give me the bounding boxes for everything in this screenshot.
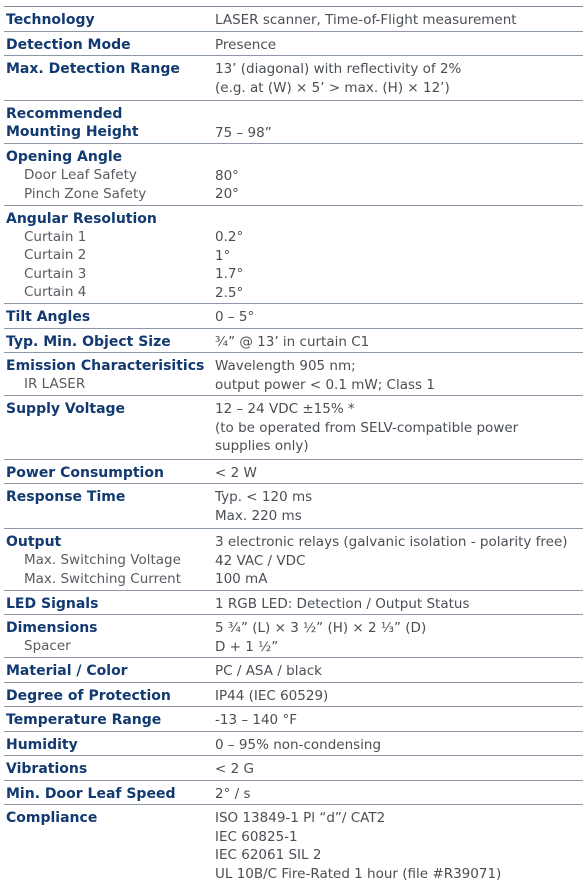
spec-sublabel: Max. Switching Current bbox=[24, 570, 181, 587]
spec-value bbox=[215, 148, 583, 167]
spec-label: Technology bbox=[6, 12, 95, 28]
spec-row-min-door-leaf-speed bbox=[4, 781, 583, 806]
spec-value: 75 – 98” bbox=[215, 124, 272, 141]
spec-value: 1 RGB LED: Detection / Output Status bbox=[215, 595, 470, 612]
spec-value: 1.7° bbox=[215, 266, 244, 282]
spec-value: Max. 220 ms bbox=[215, 507, 302, 524]
spec-row-mounting-height bbox=[4, 101, 583, 144]
spec-value: 3 electronic relays (galvanic isolation - polarity free) bbox=[215, 534, 568, 550]
spec-label: Opening Angle bbox=[6, 149, 123, 165]
spec-sublabel: Curtain 2 bbox=[24, 247, 87, 263]
spec-value: 12 – 24 VDC ±15% * bbox=[215, 401, 355, 417]
spec-sublabel: Pinch Zone Safety bbox=[24, 185, 147, 202]
spec-sublabel: IR LASER bbox=[24, 376, 86, 392]
spec-value: Typ. < 120 ms bbox=[215, 489, 313, 505]
spec-value: PC / ASA / black bbox=[215, 663, 322, 679]
spec-value: LASER scanner, Time-of-Flight measurement bbox=[215, 12, 517, 28]
spec-sublabel: Curtain 4 bbox=[24, 284, 87, 300]
spec-value: UL 10B/C Fire-Rated 1 hour (file #R39071) bbox=[215, 865, 502, 882]
spec-row-led-signals bbox=[4, 591, 583, 616]
spec-label: Degree of Protection bbox=[6, 687, 171, 704]
spec-label: Mounting Height bbox=[6, 124, 139, 140]
spec-row-vibrations bbox=[4, 756, 583, 781]
spec-label: Output bbox=[6, 534, 62, 550]
spec-label: Power Consumption bbox=[6, 464, 164, 481]
spec-label: Angular Resolution bbox=[6, 210, 157, 227]
spec-label: Min. Door Leaf Speed bbox=[6, 785, 176, 802]
spec-row-degree-of-protection bbox=[4, 683, 583, 708]
spec-value: 1° bbox=[215, 247, 231, 264]
spec-sublabel: Spacer bbox=[24, 638, 71, 654]
spec-value: 0 – 5° bbox=[215, 309, 255, 325]
spec-row-tilt-angles bbox=[4, 304, 583, 329]
spec-value: IEC 60825-1 bbox=[215, 828, 298, 845]
spec-value: ISO 13849-1 Pl “d”/ CAT2 bbox=[215, 810, 386, 826]
spec-value: 13’ (diagonal) with reflectivity of 2% bbox=[215, 61, 462, 77]
spec-row-min-object-size bbox=[4, 329, 583, 354]
spec-value: < 2 W bbox=[215, 464, 257, 481]
spec-value bbox=[215, 210, 583, 229]
spec-row-emission bbox=[4, 353, 583, 396]
spec-value: 20° bbox=[215, 186, 239, 202]
spec-label: Humidity bbox=[6, 736, 78, 753]
spec-sublabel: Door Leaf Safety bbox=[24, 167, 137, 183]
spec-label: LED Signals bbox=[6, 595, 99, 612]
spec-value bbox=[215, 105, 583, 124]
spec-row-dimensions bbox=[4, 615, 583, 658]
spec-label: Response Time bbox=[6, 489, 126, 505]
spec-value: IP44 (IEC 60529) bbox=[215, 687, 329, 704]
spec-sublabel: Max. Switching Voltage bbox=[24, 552, 181, 568]
spec-value: -13 – 140 °F bbox=[215, 712, 297, 728]
spec-value: Presence bbox=[215, 36, 277, 53]
spec-row-max-detection-range bbox=[4, 56, 583, 101]
spec-row-opening-angle bbox=[4, 144, 583, 206]
spec-sublabel: Curtain 3 bbox=[24, 265, 87, 282]
spec-row-humidity bbox=[4, 732, 583, 757]
spec-row-compliance bbox=[4, 805, 583, 884]
spec-table bbox=[4, 6, 583, 884]
spec-value: output power < 0.1 mW; Class 1 bbox=[215, 376, 435, 393]
spec-value: (to be operated from SELV-compatible power bbox=[215, 419, 519, 436]
spec-row-angular-resolution bbox=[4, 206, 583, 305]
spec-label: Material / Color bbox=[6, 663, 128, 679]
spec-label: Supply Voltage bbox=[6, 401, 126, 417]
spec-row-material-color bbox=[4, 658, 583, 683]
spec-value: supplies only) bbox=[215, 438, 309, 454]
spec-label: Tilt Angles bbox=[6, 309, 91, 325]
spec-value: < 2 G bbox=[215, 761, 254, 777]
spec-label: Vibrations bbox=[6, 761, 88, 777]
spec-row-detection-mode bbox=[4, 32, 583, 57]
spec-label: Detection Mode bbox=[6, 36, 131, 53]
spec-value: 2.5° bbox=[215, 284, 244, 301]
spec-row-output bbox=[4, 529, 583, 591]
spec-value: D + 1 ½” bbox=[215, 638, 279, 655]
spec-value: 5 ¾” (L) × 3 ½” (H) × 2 ⅓” (D) bbox=[215, 620, 427, 636]
spec-value: Wavelength 905 nm; bbox=[215, 358, 356, 374]
spec-label: Temperature Range bbox=[6, 712, 162, 728]
spec-value: IEC 62061 SIL 2 bbox=[215, 847, 322, 863]
spec-value: 0 – 95% non-condensing bbox=[215, 736, 382, 753]
spec-label: Typ. Min. Object Size bbox=[6, 333, 171, 350]
spec-row-technology bbox=[4, 7, 583, 32]
spec-label: Dimensions bbox=[6, 620, 98, 636]
spec-value: (e.g. at (W) × 5’ > max. (H) × 12’) bbox=[215, 79, 450, 96]
spec-value: 2° / s bbox=[215, 785, 251, 802]
spec-value: 80° bbox=[215, 167, 239, 184]
spec-value: 0.2° bbox=[215, 229, 244, 245]
spec-value: ¾” @ 13’ in curtain C1 bbox=[215, 333, 370, 350]
spec-label: Compliance bbox=[6, 810, 98, 826]
spec-sublabel: Curtain 1 bbox=[24, 228, 87, 245]
spec-row-response-time bbox=[4, 484, 583, 529]
spec-label: Max. Detection Range bbox=[6, 61, 180, 77]
spec-row-temperature-range bbox=[4, 707, 583, 732]
spec-value: 42 VAC / VDC bbox=[215, 552, 306, 569]
spec-row-supply-voltage bbox=[4, 396, 583, 460]
spec-value: 100 mA bbox=[215, 571, 268, 587]
spec-label: Emission Characterisitics bbox=[6, 358, 205, 374]
spec-row-power-consumption bbox=[4, 460, 583, 485]
spec-label: Recommended bbox=[6, 106, 123, 122]
